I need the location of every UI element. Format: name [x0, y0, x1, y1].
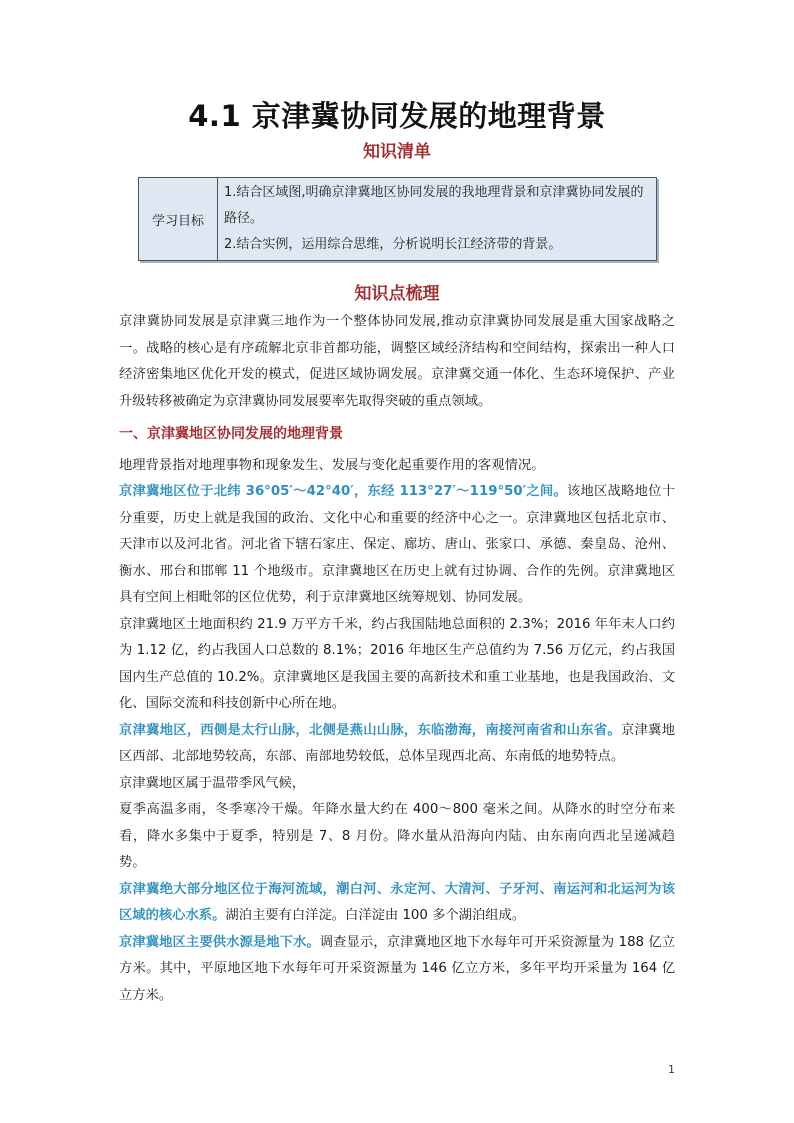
water-paragraph: [119, 930, 675, 1010]
learning-goals-table: [138, 177, 657, 261]
intro-paragraph: 京津冀协同发展是京津冀三地作为一个整体协同发展,推动京津冀协同发展是重大国家战略之一。战略的核心是有序疏解北京非首都功能，调整区域经济结构和空间结构，探索出一种人口经济密集地区优化开发的模式，促进区域协调发展。京津冀交通一体化、生态环境保护、产业升级转移被确定为京津冀协同发展要率先取得突破的重点领域。: [119, 314, 675, 409]
section-title: 知识点梳理: [354, 284, 440, 304]
page-number: 1: [668, 1063, 675, 1076]
water-highlight: 京津冀地区主要供水源是地下水。: [119, 934, 320, 950]
river-highlight: 京津冀绝大部分地区位于海河流域，潮白河、永定河、大清河、子牙河、南运河和北运河为该区域的核心水系。: [119, 881, 675, 923]
location-text: 该地区战略地位十分重要，历史上就是我国的政治、文化中心和重要的经济中心之一。京津冀地区包括北京市、天津市以及河北省。河北省下辖石家庄、保定、廊坊、唐山、张家口、承德、秦皇岛、沧州、衡水、邢台和邯郸 11 个地级市。京津冀地区在历史上就有过协调、合作的先例。京津冀地区具有空间上相毗邻的区位优势，利于京津冀地区统筹规划、协同发展。: [119, 484, 675, 605]
heading-geographic-background: 一、京津冀地区协同发展的地理背景: [119, 426, 343, 442]
river-text: 湖泊主要有白洋淀。白洋淀由 100 多个湖泊组成。: [225, 908, 526, 923]
page-subtitle: 知识清单: [363, 142, 431, 162]
location-highlight: 京津冀地区位于北纬 36°05′～42°40′，东经 113°27′～119°50′之间。: [119, 484, 567, 499]
area-paragraph: 京津冀地区土地面积约 21.9 万平方千米，约占我国陆地总面积的 2.3%；2016 年年末人口约为 1.12 亿，约占我国人口总数的 8.1%；2016 年地区生产总值约为 7.56 万亿元，约占我国国内生产总值的 10.2%。京津冀地区是我国主要的高新技术和重工业基地，也是我国政治、文化、国际交流和科技创新中心所在地。: [119, 616, 675, 711]
river-paragraph: [119, 877, 675, 930]
terrain-paragraph: [119, 718, 675, 771]
background-paragraph: 地理背景指对地理事物和现象发生、发展与变化起重要作用的客观情况。: [119, 457, 545, 473]
climate-line: 京津冀地区属于温带季风气候，: [119, 775, 306, 791]
terrain-highlight: 京津冀地区，西侧是太行山脉，北侧是燕山山脉，东临渤海，南接河南省和山东省。: [119, 722, 621, 738]
goal-item-2: 2.结合实例，运用综合思维，分析说明长江经济带的背景。: [224, 237, 562, 252]
water-text: 调查显示，京津冀地区地下水每年可开采资源量为 188 亿立方米。其中，平原地区地下水每年可开采资源量为 146 亿立方米，多年平均开采量为 164 亿立方米。: [119, 934, 675, 1003]
terrain-text: 京津冀地区西部、北部地势较高，东部、南部地势较低，总体呈现西北高、东南低的地势特点。: [119, 722, 675, 764]
climate-paragraph: 夏季高温多雨，冬季寒冷干燥。年降水量大约在 400～800 毫米之间。从降水的时空分布来看，降水多集中于夏季，特别是 7、8 月份。降水量从沿海向内陆、由东南向西北呈递减趋势。: [119, 802, 675, 870]
location-paragraph: [119, 479, 675, 612]
goals-content: [218, 178, 656, 260]
goal-item-1: 1.结合区域图,明确京津冀地区协同发展的我地理背景和京津冀协同发展的路径。: [224, 185, 644, 226]
goals-label: 学习目标: [139, 178, 218, 260]
document-body: [119, 309, 675, 1009]
page-title: 4.1 京津冀协同发展的地理背景: [188, 99, 606, 133]
